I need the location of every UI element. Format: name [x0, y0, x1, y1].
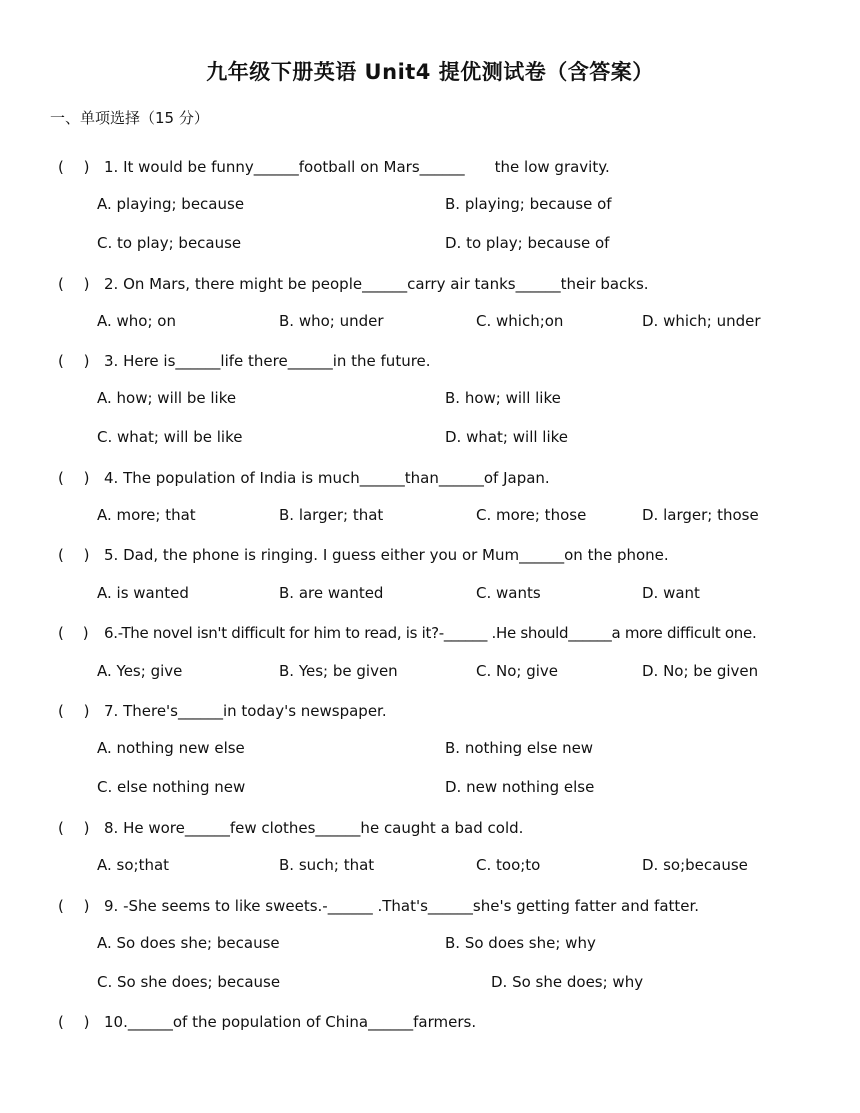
- page-title: 九年级下册英语 Unit4 提优测试卷（含答案）: [206, 60, 654, 84]
- option-c: C. too;to: [476, 856, 541, 874]
- question-text: 7. There's______in today's newspaper.: [104, 702, 387, 720]
- question-text: 8. He wore______few clothes______he caught a bad cold.: [104, 819, 524, 837]
- option-d: D. which; under: [642, 312, 761, 330]
- option-d: D. what; will like: [445, 428, 569, 446]
- question-10: [58, 1011, 476, 1032]
- question-2: [58, 273, 649, 294]
- option-b: B. larger; that: [279, 506, 384, 524]
- option-c: C. what; will be like: [97, 428, 243, 446]
- question-1: [58, 156, 610, 177]
- option-c: C. So she does; because: [97, 973, 281, 991]
- answer-blank: ( ): [58, 546, 90, 564]
- question-6: [58, 622, 756, 643]
- question-text: 6.-The novel isn't difficult for him to read, is it?-______ .He should______a more difficult one.: [104, 624, 757, 642]
- option-b: B. playing; because of: [445, 195, 612, 213]
- option-c: C. else nothing new: [97, 778, 246, 796]
- answer-blank: ( ): [58, 702, 90, 720]
- question-4: [58, 467, 550, 488]
- option-b: B. Yes; be given: [279, 662, 398, 680]
- option-b: B. who; under: [279, 312, 384, 330]
- question-text: 10.______of the population of China______farmers.: [104, 1013, 477, 1031]
- option-d: D. to play; because of: [445, 234, 610, 252]
- option-d: D. new nothing else: [445, 778, 595, 796]
- option-b: B. how; will like: [445, 389, 561, 407]
- question-3: [58, 350, 431, 371]
- option-a: A. more; that: [97, 506, 196, 524]
- question-5: [58, 544, 669, 565]
- question-text: 9. -She seems to like sweets.-______ .That's______she's getting fatter and fatter.: [104, 897, 700, 915]
- option-b: B. such; that: [279, 856, 375, 874]
- question-text: 2. On Mars, there might be people______carry air tanks______their backs.: [104, 275, 649, 293]
- option-a: A. playing; because: [97, 195, 245, 213]
- answer-blank: ( ): [58, 624, 89, 642]
- answer-blank: ( ): [58, 352, 90, 370]
- option-d: D. No; be given: [642, 662, 759, 680]
- question-7: [58, 700, 387, 721]
- option-a: A. nothing new else: [97, 739, 245, 757]
- question-text: 5. Dad, the phone is ringing. I guess either you or Mum______on the phone.: [104, 546, 669, 564]
- option-b: B. are wanted: [279, 584, 384, 602]
- option-a: A. who; on: [97, 312, 176, 330]
- option-a: A. is wanted: [97, 584, 189, 602]
- option-c: C. No; give: [476, 662, 559, 680]
- option-d: D. So she does; why: [491, 973, 644, 991]
- option-d: D. so;because: [642, 856, 748, 874]
- option-c: C. to play; because: [97, 234, 242, 252]
- option-a: A. Yes; give: [97, 662, 183, 680]
- answer-blank: ( ): [58, 1013, 90, 1031]
- question-text: 1. It would be funny______football on Mars______ the low gravity.: [104, 158, 610, 176]
- option-a: A. how; will be like: [97, 389, 237, 407]
- section-heading: 一、单项选择（15 分）: [50, 109, 209, 127]
- option-d: D. larger; those: [642, 506, 759, 524]
- option-b: B. nothing else new: [445, 739, 594, 757]
- question-text: 4. The population of India is much______than______of Japan.: [104, 469, 550, 487]
- option-b: B. So does she; why: [445, 934, 596, 952]
- option-a: A. so;that: [97, 856, 170, 874]
- answer-blank: ( ): [58, 897, 90, 915]
- option-d: D. want: [642, 584, 700, 602]
- question-9: [58, 895, 699, 916]
- option-c: C. which;on: [476, 312, 564, 330]
- answer-blank: ( ): [58, 819, 90, 837]
- question-8: [58, 817, 523, 838]
- option-a: A. So does she; because: [97, 934, 280, 952]
- question-text: 3. Here is______life there______in the future.: [104, 352, 431, 370]
- option-c: C. wants: [476, 584, 541, 602]
- answer-blank: ( ): [58, 158, 90, 176]
- option-c: C. more; those: [476, 506, 587, 524]
- answer-blank: ( ): [58, 469, 90, 487]
- answer-blank: ( ): [58, 275, 90, 293]
